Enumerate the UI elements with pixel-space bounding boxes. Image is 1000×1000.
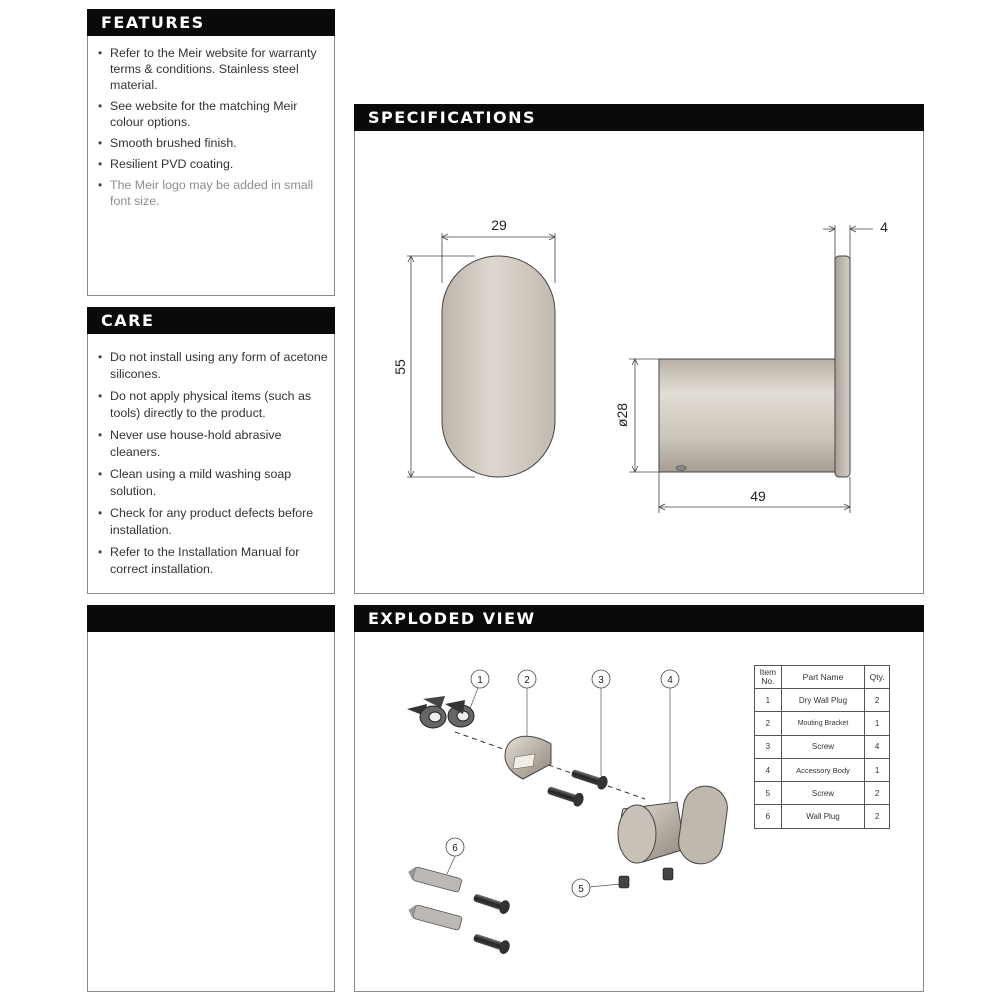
care-item: • Do not install using any form of acetone silicones. (96, 349, 332, 382)
table-row (755, 805, 890, 828)
cell-qty: 4 (865, 735, 890, 758)
cell-item-no: 6 (755, 805, 782, 828)
callout-4-label: 4 (667, 675, 673, 686)
cell-qty: 2 (865, 805, 890, 828)
cell-item-no: 4 (755, 758, 782, 781)
cell-qty: 2 (865, 782, 890, 805)
callout-5 (572, 879, 621, 897)
callout-6 (446, 838, 464, 874)
table-row (755, 735, 890, 758)
callout-2-label: 2 (524, 675, 530, 686)
care-panel (87, 307, 335, 594)
parts-table-header (755, 666, 890, 689)
dry-wall-plug-part (407, 696, 474, 728)
cell-qty: 2 (865, 689, 890, 712)
dim-front-width-label: 29 (491, 217, 507, 233)
cell-qty: 1 (865, 712, 890, 735)
cell-qty: 1 (865, 758, 890, 781)
table-row (755, 689, 890, 712)
dim-front-height-label: 55 (392, 359, 408, 375)
features-panel (87, 9, 335, 296)
care-item: • Do not apply physical items (such as tools) directly to the product. (96, 388, 332, 421)
care-item: • Clean using a mild washing soap solution. (96, 466, 332, 499)
table-row (755, 712, 890, 735)
feature-item: • Resilient PVD coating. (96, 156, 326, 172)
small-screw-part (619, 868, 673, 888)
header-item-no: Item No. (755, 666, 782, 689)
blank-panel (87, 605, 335, 992)
exploded-view-title: EXPLODED VIEW (354, 605, 924, 632)
care-title: CARE (87, 307, 335, 334)
parts-table (754, 665, 890, 829)
feature-item: • Smooth brushed finish. (96, 135, 326, 151)
callout-3-label: 3 (598, 675, 604, 686)
header-qty: Qty. (865, 666, 890, 689)
cell-item-no: 3 (755, 735, 782, 758)
screw-part (546, 766, 610, 808)
cell-part-name: Wall Plug (781, 805, 865, 828)
specifications-title: SPECIFICATIONS (354, 104, 924, 131)
side-view-plate (835, 256, 850, 477)
features-list (96, 45, 326, 214)
dim-depth-label: 49 (750, 488, 766, 504)
side-view-body (659, 359, 835, 472)
features-title: FEATURES (87, 9, 335, 36)
feature-item: • The Meir logo may be added in small font size. (96, 177, 326, 209)
wall-plug-part (406, 865, 511, 955)
care-item: • Check for any product defects before installation. (96, 505, 332, 538)
cell-item-no: 1 (755, 689, 782, 712)
dim-plate-thickness-label: 4 (880, 219, 888, 235)
callout-1-label: 1 (477, 675, 483, 686)
feature-item: • See website for the matching Meir colour options. (96, 98, 326, 130)
exploded-view-drawing (355, 634, 755, 989)
cell-item-no: 2 (755, 712, 782, 735)
specifications-drawing (355, 133, 923, 593)
cell-part-name: Screw (781, 782, 865, 805)
feature-item: • Refer to the Meir website for warranty terms & conditions. Stainless steel material. (96, 45, 326, 93)
mounting-bracket-part (505, 736, 551, 779)
header-part-name: Part Name (781, 666, 865, 689)
cell-part-name: Screw (781, 735, 865, 758)
exploded-view-panel (354, 605, 924, 992)
cell-part-name: Accessory Body (781, 758, 865, 781)
cell-part-name: Dry Wall Plug (781, 689, 865, 712)
callout-5-label: 5 (578, 884, 584, 895)
front-view-shape (442, 256, 555, 477)
blank-panel-header (87, 605, 335, 632)
callout-3 (592, 670, 610, 776)
cell-item-no: 5 (755, 782, 782, 805)
callout-4 (661, 670, 679, 802)
care-list (96, 349, 332, 583)
dim-diameter-label: ø28 (614, 402, 630, 428)
care-item: • Refer to the Installation Manual for correct installation. (96, 544, 332, 577)
care-item: • Never use house-hold abrasive cleaners. (96, 427, 332, 460)
table-row (755, 782, 890, 805)
cell-part-name: Mouting Bracket (781, 712, 865, 735)
specifications-panel (354, 104, 924, 594)
table-row (755, 758, 890, 781)
side-view-screw-hole (676, 466, 686, 471)
callout-6-label: 6 (452, 843, 458, 854)
callout-2 (518, 670, 536, 739)
